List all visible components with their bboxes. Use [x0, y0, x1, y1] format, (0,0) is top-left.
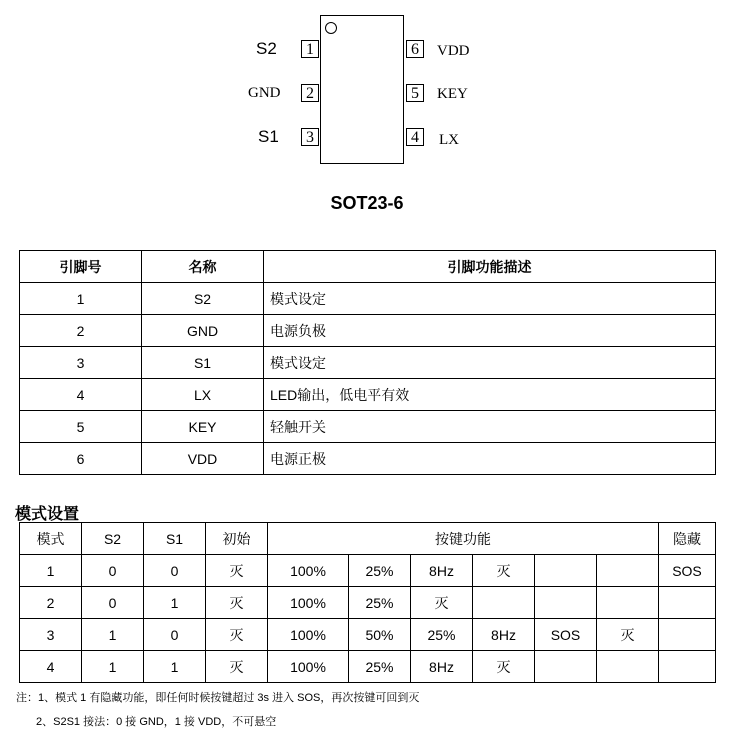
table-row: [20, 619, 716, 651]
s2-cell: 1: [82, 619, 144, 651]
pin-desc-cell: 电源正极: [264, 443, 716, 475]
header-key-function: 按键功能: [268, 523, 659, 555]
pin-table: [19, 250, 716, 475]
s1-cell: 1: [144, 651, 206, 683]
step-cell: 100%: [268, 587, 349, 619]
table-row: [20, 283, 716, 315]
step-cell: [597, 651, 659, 683]
step-cell: 50%: [349, 619, 411, 651]
package-title: SOT23-6: [330, 193, 404, 213]
step-cell: [597, 587, 659, 619]
mode-cell: 4: [20, 651, 82, 683]
table-row: [20, 347, 716, 379]
step-cell: 灭: [411, 587, 473, 619]
pin-desc-cell: 轻触开关: [264, 411, 716, 443]
header-s1: S1: [144, 523, 206, 555]
mode-cell: 2: [20, 587, 82, 619]
step-cell: 灭: [473, 651, 535, 683]
pin-name-cell: LX: [142, 379, 264, 411]
pin-number-cell: 4: [20, 379, 142, 411]
hidden-cell: SOS: [659, 555, 716, 587]
pin-number-6: 6: [406, 40, 424, 58]
header-pin-function: 引脚功能描述: [264, 251, 716, 283]
pin-name-gnd: GND: [248, 85, 281, 101]
pin-name-cell: S1: [142, 347, 264, 379]
pin-name-key: KEY: [437, 86, 468, 102]
pin-number-cell: 5: [20, 411, 142, 443]
pin-number-4: 4: [406, 128, 424, 146]
pin-name-s2: S2: [256, 39, 277, 58]
step-cell: 100%: [268, 651, 349, 683]
mode-cell: 3: [20, 619, 82, 651]
pin-name-cell: GND: [142, 315, 264, 347]
table-row: [20, 555, 716, 587]
pin-number-5: 5: [406, 84, 424, 102]
chip-body: [320, 15, 404, 164]
step-cell: 8Hz: [411, 555, 473, 587]
header-pin-name: 名称: [142, 251, 264, 283]
s2-cell: 1: [82, 651, 144, 683]
table-row: [20, 315, 716, 347]
step-cell: 8Hz: [473, 619, 535, 651]
header-mode: 模式: [20, 523, 82, 555]
table-row: [20, 443, 716, 475]
step-cell: [535, 651, 597, 683]
pin-number-cell: 1: [20, 283, 142, 315]
table-row: [20, 411, 716, 443]
pin-number-3: 3: [301, 128, 319, 146]
step-cell: 25%: [349, 555, 411, 587]
hidden-cell: [659, 587, 716, 619]
pin-name-lx: LX: [439, 132, 459, 148]
header-pin-number: 引脚号: [20, 251, 142, 283]
mode-cell: 1: [20, 555, 82, 587]
mode-table: [19, 522, 716, 683]
s1-cell: 0: [144, 619, 206, 651]
pin-number-2: 2: [301, 84, 319, 102]
step-cell: 灭: [473, 555, 535, 587]
header-hidden: 隐藏: [659, 523, 716, 555]
pin-desc-cell: 模式设定: [264, 347, 716, 379]
pin-desc-cell: 模式设定: [264, 283, 716, 315]
s2-cell: 0: [82, 555, 144, 587]
s1-cell: 1: [144, 587, 206, 619]
step-cell: 25%: [349, 587, 411, 619]
table-row: [20, 587, 716, 619]
pin-desc-cell: LED输出，低电平有效: [264, 379, 716, 411]
pin-number-cell: 6: [20, 443, 142, 475]
step-cell: SOS: [535, 619, 597, 651]
header-s2: S2: [82, 523, 144, 555]
table-row: [20, 379, 716, 411]
table-row: [20, 651, 716, 683]
hidden-cell: [659, 651, 716, 683]
step-cell: [535, 587, 597, 619]
pin-number-cell: 2: [20, 315, 142, 347]
pin-name-s1: S1: [258, 127, 279, 146]
step-cell: [535, 555, 597, 587]
mode-section-title: 模式设置: [15, 506, 80, 523]
pin-name-cell: S2: [142, 283, 264, 315]
pin1-marker-icon: [325, 22, 337, 34]
pin-number-cell: 3: [20, 347, 142, 379]
initial-cell: 灭: [206, 651, 268, 683]
step-cell: 100%: [268, 619, 349, 651]
note-2: 2、S2S1 接法：0 接 GND，1 接 VDD，不可悬空: [36, 716, 277, 728]
step-cell: [597, 555, 659, 587]
step-cell: 100%: [268, 555, 349, 587]
note-1: 注：1、模式 1 有隐藏功能，即任何时候按键超过 3s 进入 SOS，再次按键可回到灭: [16, 692, 420, 704]
s1-cell: 0: [144, 555, 206, 587]
initial-cell: 灭: [206, 587, 268, 619]
initial-cell: 灭: [206, 555, 268, 587]
header-initial: 初始: [206, 523, 268, 555]
pin-name-cell: VDD: [142, 443, 264, 475]
s2-cell: 0: [82, 587, 144, 619]
hidden-cell: [659, 619, 716, 651]
step-cell: 25%: [349, 651, 411, 683]
initial-cell: 灭: [206, 619, 268, 651]
step-cell: 25%: [411, 619, 473, 651]
pin-number-1: 1: [301, 40, 319, 58]
pin-name-cell: KEY: [142, 411, 264, 443]
table-header-row: [20, 251, 716, 283]
pin-desc-cell: 电源负极: [264, 315, 716, 347]
step-cell: [473, 587, 535, 619]
table-header-row: [20, 523, 716, 555]
step-cell: 8Hz: [411, 651, 473, 683]
step-cell: 灭: [597, 619, 659, 651]
pin-name-vdd: VDD: [437, 43, 470, 59]
